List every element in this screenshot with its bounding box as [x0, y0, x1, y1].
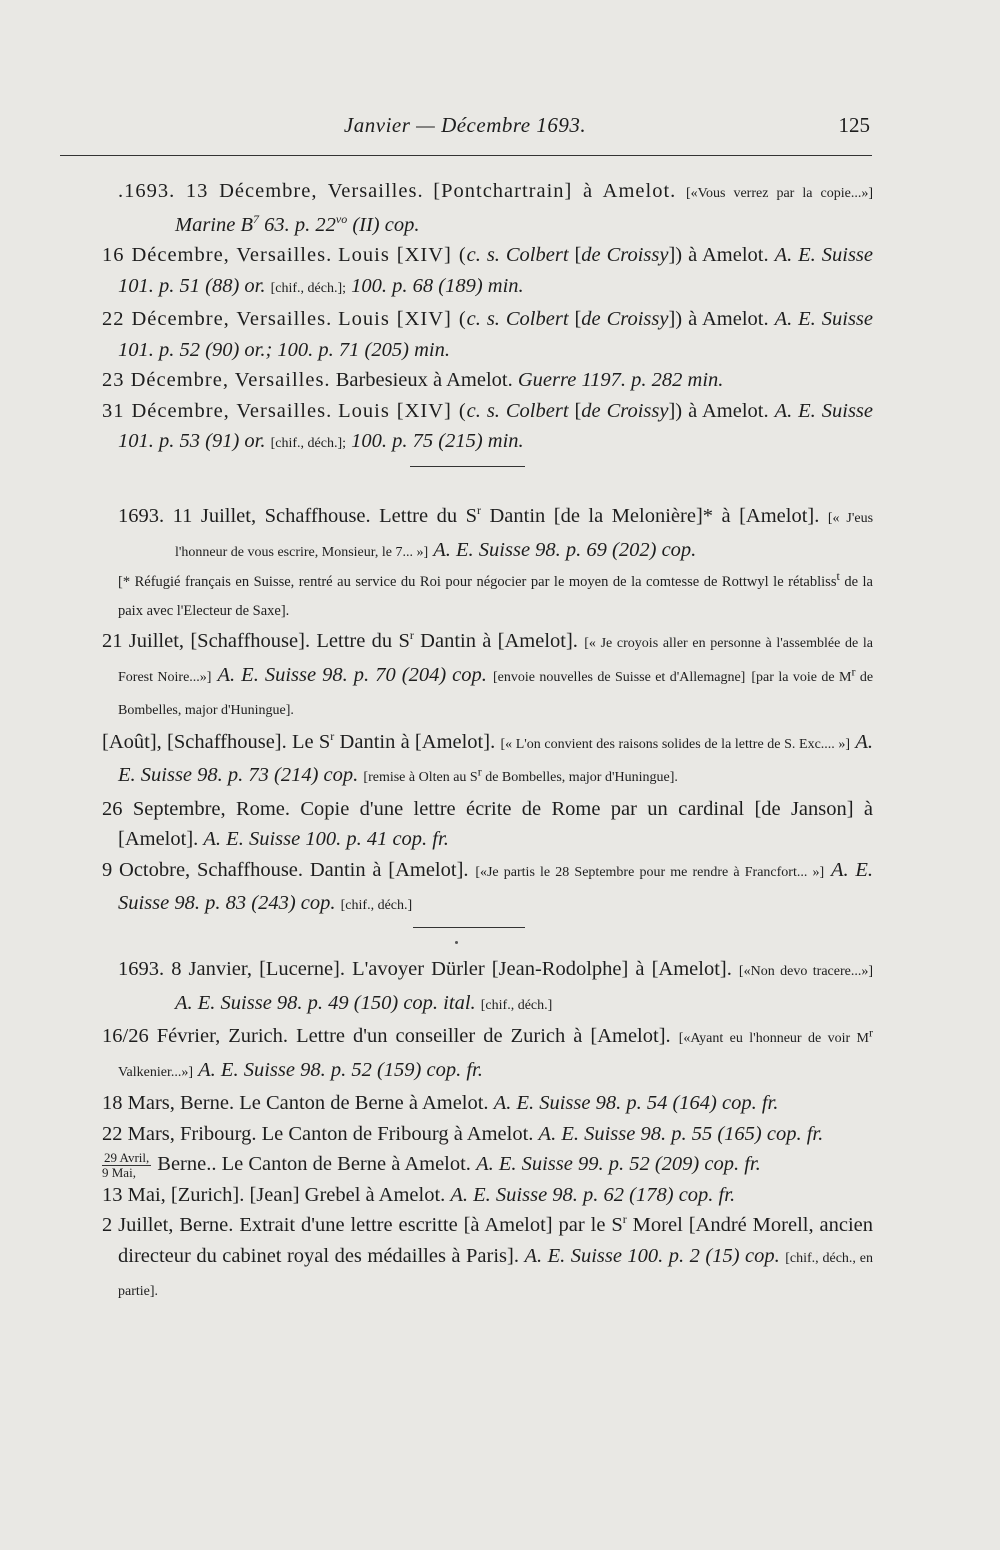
section-december-1693	[102, 176, 874, 460]
entry-text: Barbesieux à Amelot.	[335, 369, 513, 391]
section-separator	[413, 927, 525, 928]
entry-quote: [«Vous verrez par la copie...»]	[685, 186, 874, 201]
entry-9-octobre	[102, 855, 873, 922]
entry-text: [Pontchartrain] à Amelot.	[433, 180, 677, 202]
entry-date: 18 Mars, Berne.	[102, 1092, 235, 1114]
entry-date: 1693. 8 Janvier, [Lucerne].	[118, 958, 346, 980]
entry-note: [chif., déch.];	[270, 436, 347, 451]
entry-13-mai	[102, 1180, 873, 1211]
entry-note: [remise à Olten au $S^r$ de Bombelles, major d'Huningue].	[363, 764, 678, 785]
entry-date: 23 Décembre, Versailles.	[102, 369, 331, 391]
entry-22-mars	[102, 1119, 873, 1150]
entry-8-janvier	[118, 954, 873, 1021]
entry-text: Extrait d'une lettre escritte [à Amelot] par le $S^r$ Morel [André Morell, ancien directeur du cabinet royal des médailles à Paris].	[118, 1212, 873, 1267]
header-rule	[60, 155, 872, 156]
entry-quote: [« J'eus l'honneur de vous escrire, Monsieur, le 7... »]	[175, 511, 874, 560]
entry-place: Berne..	[157, 1153, 217, 1175]
entry-date: 2 Juillet, Berne.	[102, 1214, 234, 1237]
entry-source: A. E. Suisse 98. p. 73 (214) cop.	[118, 730, 873, 786]
entry-date: .1693. 13 Décembre, Versailles.	[118, 180, 424, 202]
entry-text: Le Canton de Berne à Amelot.	[221, 1153, 471, 1175]
entry-quote: [«Je partis le 28 Septembre pour me rendre à Francfort... »]	[475, 864, 825, 880]
entry-text: Lettre d'un conseiller de Zurich à [Amelot].	[296, 1025, 671, 1047]
entry-source-2: 100. p. 68 (189) min.	[351, 274, 524, 297]
entry-source: A. E. Suisse 98. p. 55 (165) cop. fr.	[538, 1122, 824, 1145]
entry-2-juillet	[102, 1210, 873, 1308]
entry-text: L'avoyer Dürler [Jean-Rodolphe] à [Amelot].	[352, 958, 732, 980]
entry-date: 22 Mars, Fribourg.	[102, 1122, 257, 1145]
page-number: 125	[838, 113, 870, 137]
entry-21-juillet	[102, 626, 873, 727]
entry-text: Lettre du $S^r$ Dantin [de la Melonière]* à [Amelot].	[379, 503, 820, 527]
entry-aout	[102, 727, 873, 794]
entry-text: Le $S^r$ Dantin à [Amelot].	[292, 728, 496, 753]
entry-text: Le Canton de Berne à Amelot.	[239, 1092, 489, 1114]
entry-quote: [« Je croyois aller en personne à l'assemblée de la Forest Noire...»]	[118, 636, 874, 685]
entry-text: Dantin à [Amelot].	[309, 858, 469, 881]
entry-date: 31 Décembre, Versailles.	[102, 399, 333, 422]
entry-23-decembre	[102, 365, 873, 396]
entry-text: Louis [XIV] (c. s. Colbert [de Croissy]) à Amelot.	[338, 399, 769, 422]
entry-source: A. E. Suisse 98. p. 49 (150) cop. ital.	[175, 991, 476, 1014]
entry-date: 22 Décembre, Versailles.	[102, 308, 333, 330]
entry-date: 16/26 Février, Zurich.	[102, 1025, 289, 1047]
entry-source: Guerre 1197. p. 282 min.	[517, 369, 724, 391]
entry-source: A. E. Suisse 98. p. 70 (204) cop.	[217, 663, 487, 686]
entry-note: [chif., déch.]	[480, 997, 553, 1013]
entry-footnote: [* Réfugié français en Suisse, rentré au service du Roi pour négocier par le moyen de la comtesse de Rottwyl le rétabliss$^t$ de la paix avec l'Electeur de Saxe].	[118, 569, 873, 619]
entry-source: A. E. Suisse 101. p. 53 (91) or.	[118, 399, 873, 452]
entry-source: A. E. Suisse 98. p. 69 (202) cop.	[433, 538, 697, 561]
entry-note: [chif., déch.];	[270, 280, 347, 296]
entry-source: A. E. Suisse 101. p. 52 (90) or.; 100. p. 71 (205) min.	[118, 308, 873, 361]
entry-16-decembre	[102, 240, 873, 304]
entry-text: Louis [XIV] (c. s. Colbert [de Croissy]) à Amelot.	[338, 308, 769, 330]
entry-source: A. E. Suisse 98. p. 52 (159) cop. fr.	[198, 1058, 483, 1081]
section-cantons-1693	[102, 954, 874, 1308]
entry-source: A. E. Suisse 100. p. 2 (15) cop.	[524, 1244, 780, 1267]
entry-note: [chif., déch.]	[340, 898, 413, 913]
entry-date: 26 Septembre, Rome.	[102, 797, 291, 820]
entry-text: Copie d'une lettre écrite de Rome par un cardinal [de Janson] à [Amelot].	[118, 797, 873, 850]
entry-date: 16 Décembre, Versailles.	[102, 244, 333, 266]
entry-text: Lettre du $S^r$ Dantin à [Amelot].	[316, 628, 578, 652]
entry-quote: [« L'on convient des raisons solides de la lettre de S. Exc.... »]	[500, 736, 851, 752]
section-dantin-1693	[102, 501, 874, 922]
entry-source-2: 100. p. 75 (215) min.	[351, 430, 524, 452]
entry-note: [chif., déch., en partie].	[118, 1250, 873, 1300]
entry-18-mars	[102, 1088, 873, 1119]
entry-source: A. E. Suisse 99. p. 52 (209) cop. fr.	[476, 1153, 761, 1175]
running-title: Janvier — Décembre 1693.	[343, 113, 587, 137]
entry-date: 9 Octobre, Schaffhouse.	[102, 858, 304, 881]
entry-date: [Août], [Schaffhouse].	[102, 730, 287, 753]
entry-note: [envoie nouvelles de Suisse et d'Allemagne]	[492, 669, 746, 685]
entry-13-decembre	[118, 176, 873, 240]
entry-31-decembre	[102, 396, 873, 460]
entry-quote: [«Non devo tracere...»]	[738, 964, 874, 979]
print-speck	[455, 941, 458, 944]
entry-16-26-fevrier	[102, 1021, 873, 1088]
entry-date: 1693. 11 Juillet, Schaffhouse.	[118, 505, 371, 527]
entry-date: 13 Mai, [Zurich].	[102, 1183, 245, 1206]
entry-source: Marine $B^7$ 63. p. $22^{vo}$ (II) cop.	[175, 211, 420, 236]
entry-source: A. E. Suisse 98. p. 62 (178) cop. fr.	[450, 1183, 736, 1206]
entry-source: A. E. Suisse 100. p. 41 cop. fr.	[203, 828, 449, 850]
entry-29-avril-9-mai	[102, 1149, 873, 1180]
entry-text: [Jean] Grebel à Amelot.	[249, 1183, 446, 1206]
entry-source: A. E. Suisse 98. p. 83 (243) cop.	[118, 858, 874, 914]
entry-text: Louis [XIV] (c. s. Colbert [de Croissy]) à Amelot.	[338, 244, 769, 266]
entry-26-septembre	[102, 794, 873, 855]
entry-source: A. E. Suisse 98. p. 54 (164) cop. fr.	[493, 1092, 779, 1114]
running-head	[60, 113, 870, 153]
entry-date-fraction: $\frac{\text{29 Avril,}}{\text{9 Mai,}}$	[102, 1149, 150, 1180]
entry-quote: [«Ayant eu l'honneur de voir $M^r$ Valkenier...»]	[118, 1025, 874, 1080]
entry-22-decembre	[102, 304, 873, 365]
entry-source: A. E. Suisse 101. p. 51 (88) or.	[118, 244, 873, 297]
entry-text: Le Canton de Fribourg à Amelot.	[261, 1122, 534, 1145]
entry-note-2: [par la voie de $M^r$ de Bombelles, major d'Huningue].	[118, 663, 874, 718]
entry-date: 21 Juillet, [Schaffhouse].	[102, 630, 311, 652]
section-separator	[410, 466, 525, 467]
entry-11-juillet	[118, 501, 873, 568]
